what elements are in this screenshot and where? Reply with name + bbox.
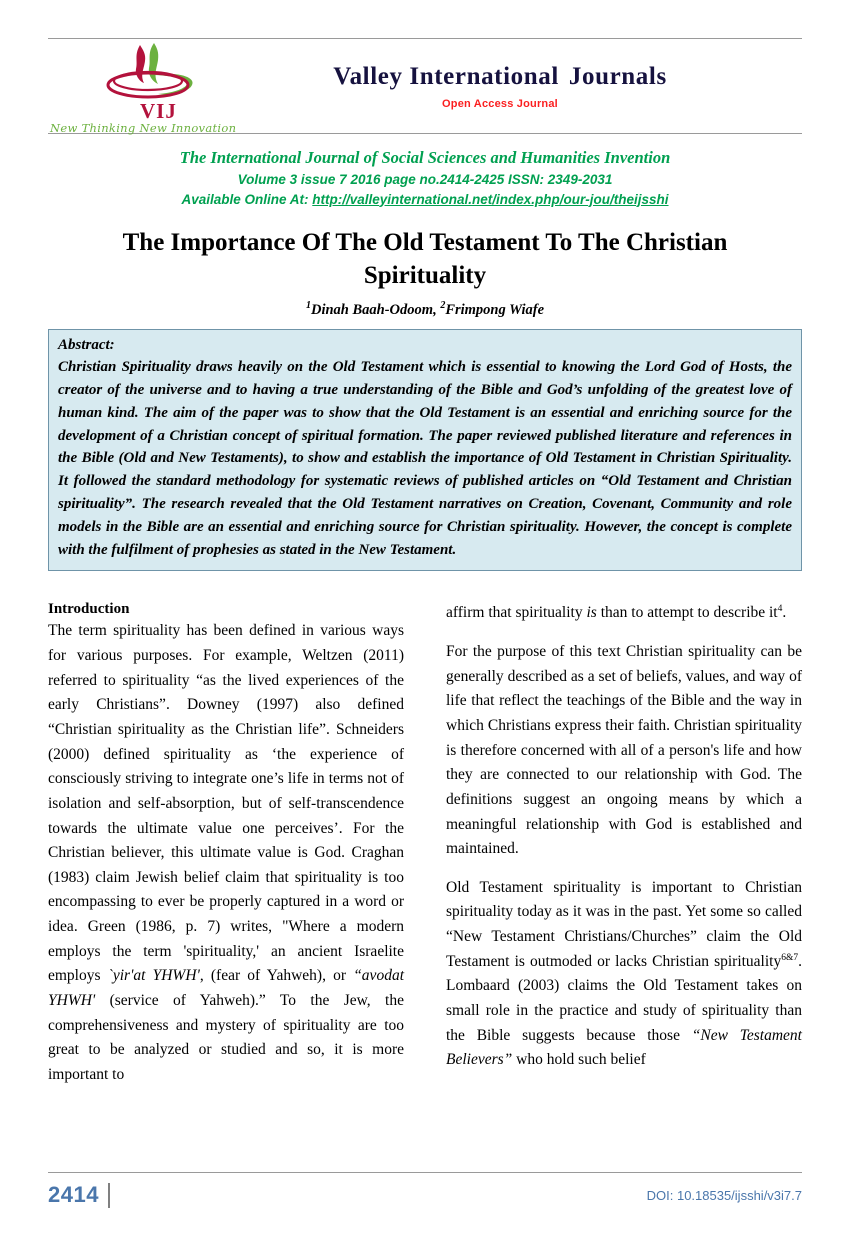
author-2: Frimpong Wiafe: [445, 302, 545, 319]
journal-brand-name: [238, 63, 762, 91]
logo-tagline: New Thinking New Innovation: [50, 121, 237, 135]
intro-paragraph: [48, 619, 404, 1087]
journal-logo: [48, 39, 238, 133]
right-paragraph-2: For the purpose of this text Christian spirituality can be generally described as a set of beliefs, values, and way of life that reflect the teachings of the Bible and the way in which Christians express their faith. Christian spirituality is therefore concerned with all of a person's life and how they are connected to our relationship with God. The definitions suggest an ongoing means by which a meaningful relationship with God is established and maintained.: [446, 643, 802, 858]
rp1-part1: affirm that spirituality: [446, 604, 587, 622]
rp3-part1: Old Testament spirituality is important to Christian spirituality today as it was in the past. Yet some so called “New Testament Christians/Churches” claim the Old Testament is outmoded or lacks Christian spirituality: [446, 878, 802, 970]
hebrew-term-1: `yir'at YHWH': [107, 967, 200, 985]
author1-affiliation-marker: 1: [305, 300, 311, 312]
right-paragraph-1: [446, 601, 802, 626]
rp1-part2: than to attempt to describe it: [596, 604, 778, 622]
author-1: Dinah Baah-Odoom: [310, 302, 434, 319]
rp1-part3: .: [782, 604, 787, 622]
logo-acronym: VIJ: [140, 99, 177, 123]
rp3-part3: who hold such belief: [512, 1051, 646, 1069]
abstract-text: Christian Spirituality draws heavily on the Old Testament which is essential to knowing the Lord God of Hosts, the creator of the universe and to having a true understanding of the Bible and God’s unfolding of the greatest love of human kind. The aim of the paper was to show that the Old Testament is an essential and enriching source for the development of a Christian concept of spiritual formation. The paper reviewed published literature and references in the Bible (Old and New Testaments), to show and establish the importance of Old Testament in Christian Spirituality. It followed the standard methodology for systematic reviews of published articles on “Old Testament and Christian spirituality”. The research revealed that the Old Testament narratives on Creation, Covenant, Community and role models in the Bible are an essential and enriching source for Christian spirituality. However, the concept is complete with the fulfilment of prophesies as stated in the New Testament.: [58, 359, 792, 558]
paper-page: [0, 38, 850, 1240]
intro-text-part3: (service of Yahweh).” To the Jew, the comprehensiveness and mystery of spirituality are too great to be analyzed or studied and so, it is more important to: [48, 992, 404, 1083]
footer-content: [48, 1178, 802, 1212]
masthead: [48, 39, 802, 133]
abstract-box: [48, 329, 802, 571]
open-access-badge: Open Access Journal: [442, 97, 558, 110]
section-heading-introduction: Introduction: [48, 601, 130, 618]
journal-url-link[interactable]: http://valleyinternational.net/index.php/our-jou/theijsshi: [312, 191, 669, 207]
intro-text-part2: , (fear of Yahweh), or: [199, 967, 354, 985]
footer-rule: [48, 1172, 802, 1173]
rp3-part2: . Lombaard (2003) claims the Old Testament takes on small role in the practice and study of spirituality than the Bible suggests because those: [446, 952, 802, 1044]
body-columns: [48, 601, 802, 1087]
doi-text: DOI: 10.18535/ijsshi/v3i7.7: [646, 1187, 802, 1203]
page-number: 2414: [48, 1182, 99, 1207]
journal-info: [48, 148, 802, 209]
hebrew-term-2: “avodat YHWH': [48, 967, 404, 1010]
journal-full-title: The International Journal of Social Sciences and Humanities Invention: [179, 148, 671, 167]
masthead-text: [238, 63, 802, 110]
abstract-label: Abstract:: [58, 337, 115, 354]
page-title: The Importance Of The Old Testament To The Christian Spirituality: [122, 229, 728, 289]
page-number-group: [48, 1182, 110, 1208]
journal-brand-part2: Journals: [568, 62, 667, 90]
journal-volume-line: Volume 3 issue 7 2016 page no.2414-2425 ISSN: 2349-2031: [237, 171, 613, 187]
right-paragraph-3: [446, 876, 802, 1073]
rp1-emphasis: is: [586, 604, 597, 622]
intro-text-part1: The term spirituality has been defined in various ways for various purposes. For example, Weltzen (2011) referred to spirituality “as the lived experiences of the early Christians”. Downey (1997) also defined “Christian spirituality as the Christian life”. Schneiders (2000) defined spirituality as ‘the experience of consciously striving to integrate one’s life in terms not of isolation and self-absorption, but of self-transcendence towards the ultimate value one perceives’. For the Christian believer, this ultimate value is God. Craghan (1983) claim Jewish belief claim that spirituality is too encompassing to ever be properly captured in a word or idea. Green (1986, p. 7) writes, "Where a modern employs the term 'spirituality,' an ancient Israelite employs: [48, 622, 404, 985]
author2-affiliation-marker: 2: [440, 300, 446, 312]
journal-brand-part1: Valley International: [333, 62, 559, 90]
page-number-divider: [108, 1183, 110, 1208]
left-column: [48, 601, 404, 1087]
author-separator: ,: [433, 302, 441, 319]
page-footer: [48, 1178, 802, 1212]
footnote-ref-4: 4: [777, 604, 783, 615]
available-online-label: Available Online At:: [181, 191, 313, 207]
journal-online-line: [48, 191, 802, 210]
new-testament-believers-quote: “New Testament Believers”: [446, 1026, 802, 1069]
footnote-ref-6-7: 6&7: [781, 952, 799, 963]
right-column: [446, 601, 802, 1087]
authors-line: [48, 300, 802, 319]
